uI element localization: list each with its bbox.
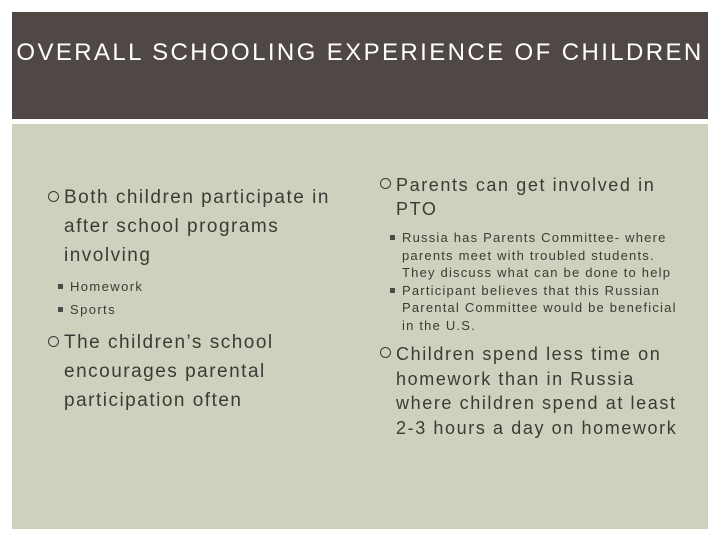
square-bullet-icon xyxy=(58,307,63,312)
right-bullet-2 xyxy=(380,342,680,440)
right-sub-bullet-committee-text: Russia has Parents Committee- where parents meet with troubled students. They discuss what can be done to help xyxy=(402,230,672,280)
left-bullet-1-sublist xyxy=(48,275,333,321)
hollow-circle-bullet-icon xyxy=(48,336,59,347)
left-bullet-2-text: The children’s school encourages parental participation often xyxy=(64,332,274,411)
hollow-circle-bullet-icon xyxy=(380,347,391,358)
right-bullet-1-sublist xyxy=(380,229,680,334)
square-bullet-icon xyxy=(390,235,395,240)
right-bullet-1-text: Parents can get involved in PTO xyxy=(396,175,656,219)
right-sub-bullet-committee xyxy=(380,229,680,282)
left-column xyxy=(48,183,333,415)
right-sub-bullet-participant-text: Participant believes that this Russian Parental Committee would be beneficial in the U.S. xyxy=(402,282,677,333)
right-bullet-2-text: Children spend less time on homework than in Russia where children spend at least 2-3 hours a day on homework xyxy=(396,344,678,438)
left-bullet-1-text: Both children participate in after school programs involving xyxy=(64,187,330,266)
square-bullet-icon xyxy=(58,284,63,289)
left-sub-bullet-homework xyxy=(48,275,333,298)
right-sub-bullet-participant xyxy=(380,282,680,335)
hollow-circle-bullet-icon xyxy=(380,178,391,189)
left-sub-bullet-sports-text: Sports xyxy=(70,302,116,317)
hollow-circle-bullet-icon xyxy=(48,191,59,202)
right-column xyxy=(380,173,680,440)
left-bullet-2 xyxy=(48,328,333,415)
slide-title: OVERALL SCHOOLING EXPERIENCE OF CHILDREN xyxy=(16,39,704,66)
left-sub-bullet-sports xyxy=(48,298,333,321)
left-sub-bullet-homework-text: Homework xyxy=(70,279,144,294)
left-bullet-1 xyxy=(48,183,333,270)
right-bullet-1 xyxy=(380,173,680,221)
square-bullet-icon xyxy=(390,288,395,293)
